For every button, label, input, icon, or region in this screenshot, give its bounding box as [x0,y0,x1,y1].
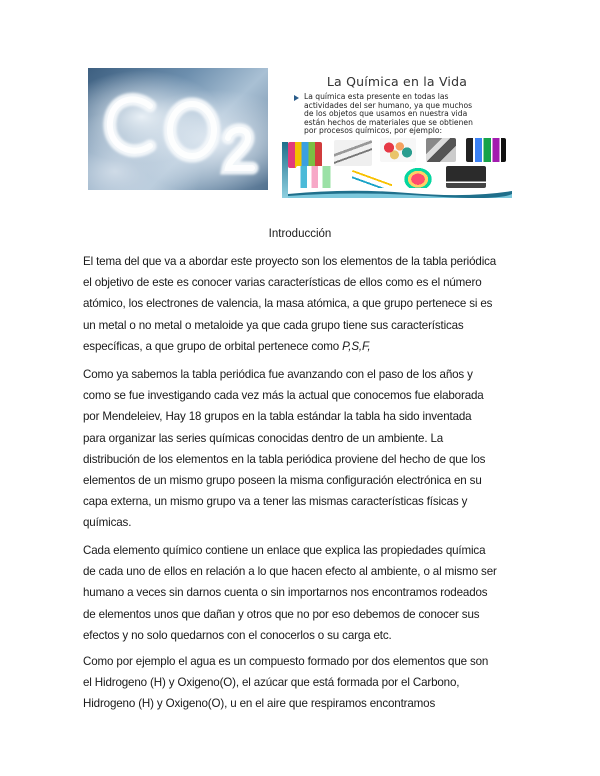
co2-letters-graphic [88,68,268,190]
paragraph-line: químicas. [83,516,132,530]
product-thumbnail-bottles [296,166,340,188]
chemistry-slide-image [282,68,512,198]
slide-text-line: actividades del ser humano, ya que muchos [304,100,473,110]
slide-text-line: por procesos químicos, por ejemplo: [304,126,443,136]
slide-text-line: La química esta presente en todas las [304,92,449,101]
paragraph-line: por Mendeleiev, Hay 18 grupos en la tabla estándar la tabla ha sido inventada [83,410,472,424]
paragraph-line: el Hidrogeno (H) y Oxigeno(O), el azúcar que está formada por el Carbono, [83,676,460,690]
paragraph-line: el objetivo de este es conocer varias características de ellos como es el número [83,276,482,290]
slide-text [304,93,504,136]
paragraph-3 [83,540,523,646]
paragraph-line: Como por ejemplo el agua es un compuesto formado por dos elementos que son [83,655,489,668]
co2-cloud-image [88,68,268,190]
paragraph-line: un metal o no metal o metaloide ya que cada grupo tiene sus características [83,318,464,332]
paragraph-4 [83,651,523,715]
paragraph-line: El tema del que va a abordar este proyecto son los elementos de la tabla periódica [83,255,497,268]
product-thumbnail-candies [380,138,416,162]
paragraph-line: de cada uno de ellos en relación a lo que hacen efecto al ambiente, o al mismo ser [83,565,497,579]
paragraph-line: Cada elemento químico contiene un enlace que explica las propiedades química [83,544,486,557]
product-thumbnail-chips [426,138,456,162]
orbital-letters: P,S,F, [342,339,371,353]
product-thumbnail-cables [352,170,392,188]
paragraph-line: para organizar las series químicas conocidas dentro de un ambiente. La [83,431,444,445]
slide-text-line: de los objetos que usamos en nuestra vida [304,109,468,119]
paragraph-line: elementos de un mismo grupo poseen la misma configuración electrónica en su [83,474,482,488]
product-thumbnail-pens [334,140,372,166]
paragraph-line: humano a veces sin darnos cuenta o sin importarnos nos encontramos rodeados [83,586,488,600]
product-thumbnail-phones [466,138,506,162]
document-heading: Introducción [268,228,332,240]
product-thumbnail-computer [446,166,486,188]
paragraph-1 [83,251,523,357]
paragraph-line: capa externa, un mismo grupo va a tener las mismas características físicas y [83,495,468,509]
slide-title: La Química en la Vida [326,74,468,89]
paragraph-line: efectos y no solo quedarnos con el conocerlos o su carga etc. [83,628,392,642]
paragraph-line: de elementos unos que dañan y otros que no por eso debemos de conocer sus [83,607,480,621]
paragraph-line: Como ya sabemos la tabla periódica fue avanzando con el paso de los años y [83,368,473,381]
paragraph-line: atómico, los electrones de valencia, la masa atómica, a que grupo pertenece si es [83,297,493,311]
product-thumbnail-balls [402,166,434,188]
paragraph-text: específicas, a que grupo de orbital pertenece como [83,339,343,353]
paragraph-line: como se fue investigando cada vez más la actual que conocemos fue elaborada [83,389,484,403]
paragraph-line: Hidrogeno (H) y Oxigeno(O), u en el aire que respiramos encontramos [83,697,436,711]
slide-bottom-wave [288,188,512,198]
paragraph-line: distribución de los elementos en la tabla periódica proviene del hecho de que los [83,452,486,466]
product-thumbnail-detergents [288,142,322,168]
paragraph-line [83,336,523,357]
bullet-arrow-icon [294,95,299,101]
slide-text-line: están hechos de materiales que se obtienen [304,117,473,127]
paragraph-2 [83,364,523,534]
